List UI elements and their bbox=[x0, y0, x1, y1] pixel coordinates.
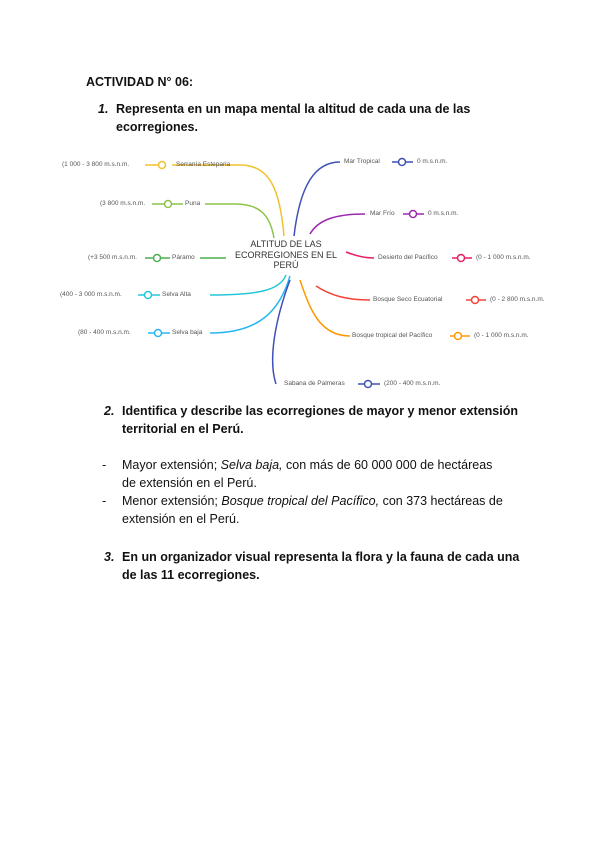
left-name-1: Puna bbox=[185, 200, 201, 207]
left-name-0: Serranía Esteparia bbox=[176, 161, 231, 168]
question-3-line-2: de las 11 ecorregiones. bbox=[122, 568, 260, 582]
bullet-1-line-2: de extensión en el Perú. bbox=[122, 476, 257, 490]
branch-desierto bbox=[346, 252, 374, 258]
right-name-3: Bosque Seco Ecuatorial bbox=[373, 296, 443, 303]
right-alt-2: (0 - 1 000 m.s.n.m. bbox=[476, 254, 531, 261]
branch-mar-frio bbox=[310, 214, 365, 234]
left-name-3: Selva Alta bbox=[162, 291, 191, 298]
center-line-2: ECORREGIONES EN EL bbox=[234, 249, 338, 260]
activity-title: ACTIVIDAD N° 06: bbox=[86, 75, 194, 89]
left-name-2: Páramo bbox=[172, 254, 195, 261]
right-name-0: Mar Tropical bbox=[344, 158, 380, 165]
left-alt-4: (80 - 400 m.s.n.m. bbox=[78, 329, 131, 336]
bullet-2-post: con 373 hectáreas de bbox=[379, 494, 503, 508]
bullet-1-dash: - bbox=[102, 458, 107, 472]
bottom-name: Sabana de Palmeras bbox=[284, 380, 345, 387]
branch-puna bbox=[235, 204, 274, 238]
right-name-4: Bosque tropical del Pacífico bbox=[352, 332, 433, 339]
question-1 bbox=[98, 100, 470, 136]
bullet-2-pre: Menor extensión; bbox=[122, 494, 222, 508]
question-3-number: 3. bbox=[104, 550, 115, 564]
bullet-2 bbox=[102, 492, 522, 528]
question-1-line-2: ecorregiones. bbox=[116, 120, 198, 134]
bullet-2-dash: - bbox=[102, 494, 107, 508]
question-2 bbox=[104, 402, 518, 438]
right-alt-3: (0 - 2 800 m.s.n.m. bbox=[490, 296, 545, 303]
branch-bosque-seco bbox=[316, 286, 370, 300]
right-name-1: Mar Frío bbox=[370, 210, 395, 217]
mind-map-center bbox=[226, 239, 346, 271]
question-1-line-1: Representa en un mapa mental la altitud de cada una de las bbox=[116, 102, 471, 116]
question-2-number: 2. bbox=[104, 404, 115, 418]
bullet-1-post: con más de 60 000 000 de hectáreas bbox=[282, 458, 493, 472]
left-alt-2: (+3 500 m.s.n.m. bbox=[88, 254, 137, 261]
branch-bosque-tropical bbox=[300, 280, 350, 336]
branch-serrania bbox=[240, 165, 284, 236]
bottom-alt: (200 - 400 m.s.n.m. bbox=[384, 380, 441, 387]
left-alt-1: (3 800 m.s.n.m. bbox=[100, 200, 146, 207]
right-alt-1: 0 m.s.n.m. bbox=[428, 210, 459, 217]
right-alt-4: (0 - 1 000 m.s.n.m. bbox=[474, 332, 529, 339]
center-line-3: PERÚ bbox=[273, 260, 299, 270]
bullet-1 bbox=[102, 456, 522, 492]
center-line-1: ALTITUD DE LAS bbox=[250, 239, 322, 249]
branch-sabana bbox=[273, 280, 290, 384]
question-3-line-1: En un organizador visual representa la flora y la fauna de cada una bbox=[122, 550, 520, 564]
bullet-2-italic: Bosque tropical del Pacífico, bbox=[221, 494, 380, 508]
question-2-line-1: Identifica y describe las ecorregiones de mayor y menor extensión bbox=[122, 404, 518, 418]
question-3 bbox=[104, 548, 519, 584]
left-alt-3: (400 - 3 000 m.s.n.m. bbox=[60, 291, 122, 298]
bullet-1-pre: Mayor extensión; bbox=[122, 458, 221, 472]
left-alt-0: (1 000 - 3 800 m.s.n.m. bbox=[62, 161, 130, 168]
branch-selva-alta bbox=[210, 275, 286, 295]
bullet-1-italic: Selva baja, bbox=[220, 458, 283, 472]
right-name-2: Desierto del Pacífico bbox=[378, 254, 438, 261]
mind-map bbox=[0, 140, 600, 400]
question-1-number: 1. bbox=[98, 102, 109, 116]
right-alt-0: 0 m.s.n.m. bbox=[417, 158, 448, 165]
bullet-2-line-2: extensión en el Perú. bbox=[122, 512, 240, 526]
left-name-4: Selva baja bbox=[172, 329, 203, 336]
question-2-line-2: territorial en el Perú. bbox=[122, 422, 244, 436]
